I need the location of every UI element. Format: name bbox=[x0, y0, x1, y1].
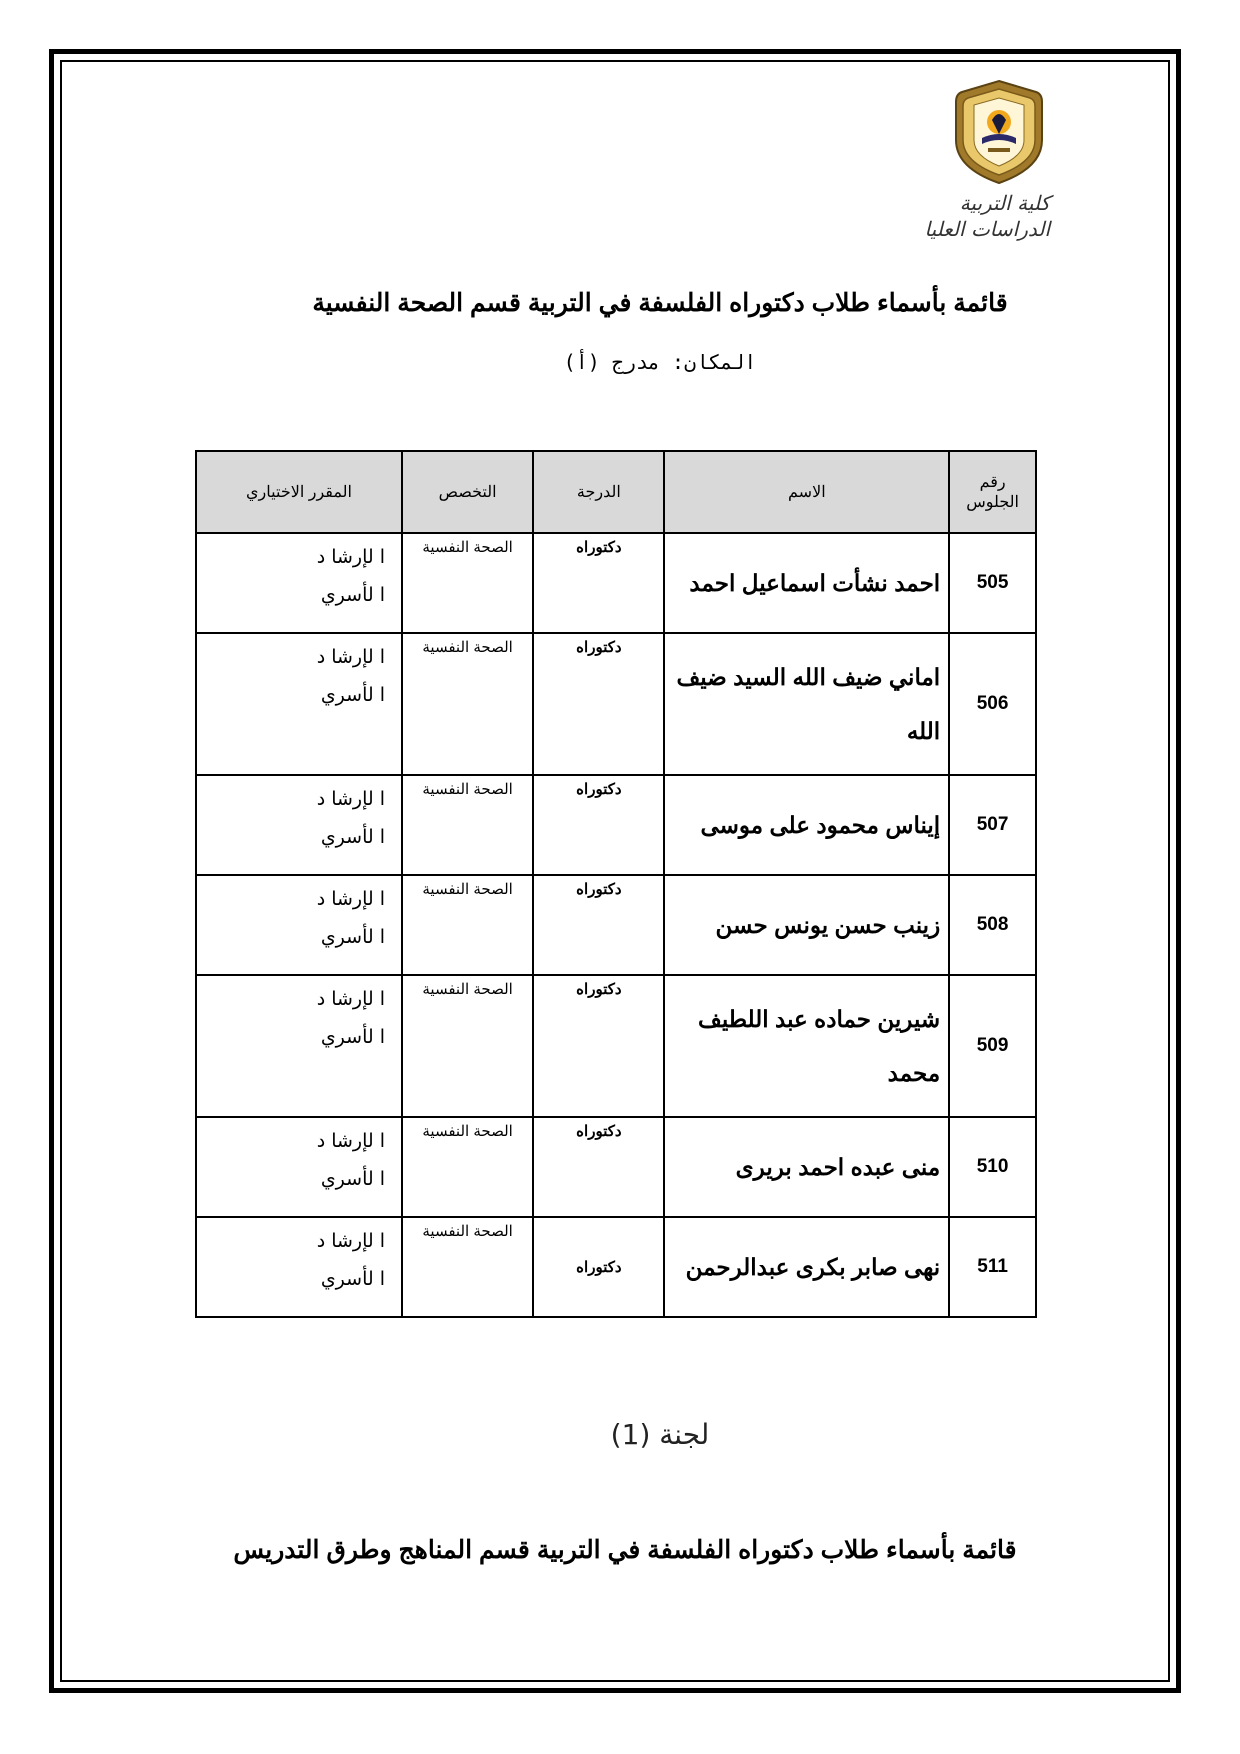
seat-number: 506 bbox=[949, 633, 1036, 775]
student-name: إيناس محمود على موسى bbox=[664, 775, 949, 875]
elective-course bbox=[196, 975, 402, 1117]
student-name: شيرين حماده عبد اللطيف محمد bbox=[664, 975, 949, 1117]
elective-line-2: ا لأسري bbox=[320, 684, 385, 706]
elective-line-1: ا لإرشا د bbox=[316, 546, 385, 568]
degree: دكتوراه bbox=[533, 533, 664, 633]
student-name: زينب حسن يونس حسن bbox=[664, 875, 949, 975]
department-name: الدراسات العليا bbox=[924, 217, 1050, 241]
degree: دكتوراه bbox=[533, 1217, 664, 1317]
degree: دكتوراه bbox=[533, 775, 664, 875]
degree: دكتوراه bbox=[533, 875, 664, 975]
elective-line-1: ا لإرشا د bbox=[316, 646, 385, 668]
elective-course bbox=[196, 1117, 402, 1217]
elective-line-2: ا لأسري bbox=[320, 826, 385, 848]
seat-number: 509 bbox=[949, 975, 1036, 1117]
elective-line-2: ا لأسري bbox=[320, 1026, 385, 1048]
elective-course bbox=[196, 775, 402, 875]
degree: دكتوراه bbox=[533, 975, 664, 1117]
elective-line-2: ا لأسري bbox=[320, 1168, 385, 1190]
specialization: الصحة النفسية bbox=[402, 1117, 533, 1217]
specialization: الصحة النفسية bbox=[402, 1217, 533, 1317]
elective-course bbox=[196, 875, 402, 975]
elective-line-2: ا لأسري bbox=[320, 1268, 385, 1290]
elective-line-1: ا لإرشا د bbox=[316, 1130, 385, 1152]
table-header-row bbox=[196, 451, 1036, 533]
specialization: الصحة النفسية bbox=[402, 975, 533, 1117]
table-row bbox=[196, 975, 1036, 1117]
table-row bbox=[196, 533, 1036, 633]
header-seat: رقم الجلوس bbox=[949, 451, 1036, 533]
student-name: اماني ضيف الله السيد ضيف الله bbox=[664, 633, 949, 775]
elective-course bbox=[196, 633, 402, 775]
header-degree: الدرجة bbox=[533, 451, 664, 533]
elective-line-1: ا لإرشا د bbox=[316, 988, 385, 1010]
header-specialization: التخصص bbox=[402, 451, 533, 533]
elective-line-1: ا لإرشا د bbox=[316, 788, 385, 810]
seat-number: 511 bbox=[949, 1217, 1036, 1317]
elective-course bbox=[196, 1217, 402, 1317]
table-row bbox=[196, 875, 1036, 975]
table-row bbox=[196, 633, 1036, 775]
elective-line-2: ا لأسري bbox=[320, 926, 385, 948]
specialization: الصحة النفسية bbox=[402, 875, 533, 975]
college-of-education-seal-icon bbox=[952, 78, 1046, 186]
page-title: قائمة بأسماء طلاب دكتوراه الفلسفة في التربية قسم الصحة النفسية bbox=[312, 289, 1008, 317]
specialization: الصحة النفسية bbox=[402, 633, 533, 775]
student-name: احمد نشأت اسماعيل احمد bbox=[664, 533, 949, 633]
college-name: كلية التربية bbox=[959, 191, 1050, 215]
elective-line-1: ا لإرشا د bbox=[316, 1230, 385, 1252]
header-name: الاسم bbox=[664, 451, 949, 533]
seat-number: 510 bbox=[949, 1117, 1036, 1217]
degree: دكتوراه bbox=[533, 633, 664, 775]
exam-location: المكان: مدرج (أ) bbox=[563, 350, 757, 374]
seat-number: 507 bbox=[949, 775, 1036, 875]
seat-number: 508 bbox=[949, 875, 1036, 975]
college-header bbox=[925, 190, 1050, 242]
table-row bbox=[196, 1217, 1036, 1317]
specialization: الصحة النفسية bbox=[402, 533, 533, 633]
elective-line-1: ا لإرشا د bbox=[316, 888, 385, 910]
elective-course bbox=[196, 533, 402, 633]
elective-line-2: ا لأسري bbox=[320, 584, 385, 606]
specialization: الصحة النفسية bbox=[402, 775, 533, 875]
student-name: نهى صابر بكرى عبدالرحمن bbox=[664, 1217, 949, 1317]
table-row bbox=[196, 1117, 1036, 1217]
seat-number: 505 bbox=[949, 533, 1036, 633]
table-row bbox=[196, 775, 1036, 875]
committee-label: لجنة (1) bbox=[610, 1418, 710, 1451]
students-table bbox=[195, 450, 1037, 1318]
degree: دكتوراه bbox=[533, 1117, 664, 1217]
header-elective: المقرر الاختياري bbox=[196, 451, 402, 533]
student-name: منى عبده احمد بريرى bbox=[664, 1117, 949, 1217]
next-list-title: قائمة بأسماء طلاب دكتوراه الفلسفة في التربية قسم المناهج وطرق التدريس bbox=[233, 1536, 1017, 1564]
